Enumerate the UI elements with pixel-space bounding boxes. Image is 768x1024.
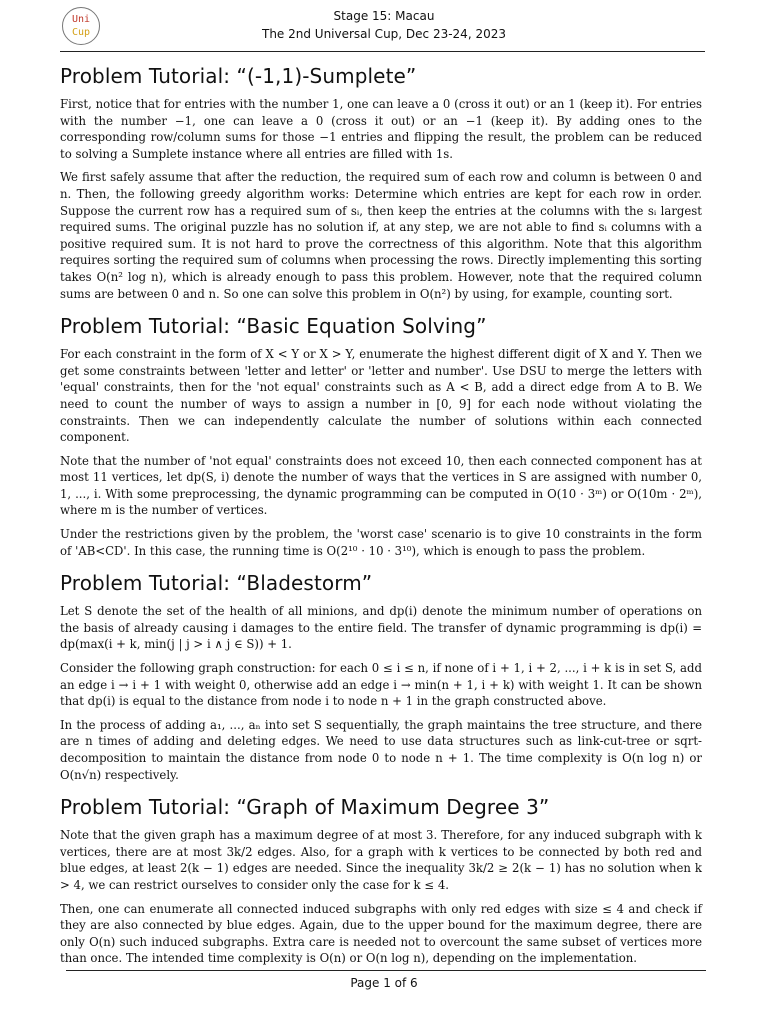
section-bladestorm xyxy=(60,569,702,783)
paragraph: First, notice that for entries with the number 1, one can leave a 0 (cross it out) or an 1 (keep it). For entries with the number −1, one can leave a 0 (cross it out) or an −1 (keep it). By adding ones to the corresponding row/column sums for those −1 entries and flipping the result, the problem can be reduced to solving a Sumplete instance where all entries are filled with 1s. xyxy=(60,97,702,161)
paragraph: For each constraint in the form of X < Y or X > Y, enumerate the highest different digit of X and Y. Then we get some constraints between 'letter and letter' or 'letter and number'. Use DSU to merge the letters with 'equal' constraints, then for the 'not equal' constraints such as A < B, add a direct edge from A to B. We need to count the number of ways to assign a number in [0, 9] for each node without violating the constraints. Then we can independently calculate the number of solutions within each connected component. xyxy=(60,347,702,445)
header-event: The 2nd Universal Cup, Dec 23-24, 2023 xyxy=(261,27,506,41)
header-rule xyxy=(60,51,705,52)
page-content xyxy=(60,62,702,977)
footer-rule xyxy=(66,970,706,971)
paragraph: Note that the number of 'not equal' constraints does not exceed 10, then each connected component has at most 11 vertices, let dp(S, i) denote the number of ways that the vertices in S are assigned with number 0, 1, ..., i. With some preprocessing, the dynamic programming can be computed in O(10 · 3ᵐ) or O(10m · 2ᵐ), where m is the number of vertices. xyxy=(60,453,702,518)
paragraph: In the process of adding a₁, ..., aₙ into set S sequentially, the graph maintains the tree structure, and there are n times of adding and deleting edges. We need to use data structures such as link-cut-tree or sqrt-decomposition to maintain the distance from node 0 to node n + 1. The time complexity is O(n log n) or O(n√n) respectively. xyxy=(60,717,702,782)
section-basic-equation-solving xyxy=(60,312,702,559)
section-title: Problem Tutorial: “Bladestorm” xyxy=(60,571,373,596)
section-title: Problem Tutorial: “Graph of Maximum Degree 3” xyxy=(60,795,550,820)
paragraph: We first safely assume that after the reduction, the required sum of each row and column is between 0 and n. Then, the following greedy algorithm works: Determine which entries are kept for each row in order. Suppose the current row has a required sum of sᵢ, then keep the entries at the columns with the sᵢ largest required sums. The original puzzle has no solution if, at any step, we are not able to find sᵢ columns with a positive required sum. It is not hard to prove the correctness of this algorithm. Note that this algorithm requires sorting the required sum of columns when processing the rows. Directly implementing this sorting takes O(n² log n), which is already enough to pass this problem. However, note that the required column sums are between 0 and n. So one can solve this problem in O(n²) by using, for example, counting sort. xyxy=(60,170,702,301)
paragraph: Let S denote the set of the health of all minions, and dp(i) denote the minimum number of operations on the basis of already causing i damages to the entire field. The transfer of dynamic programming is dp(i) = dp(max(i + k, min(j | j > i ∧ j ∈ S)) + 1. xyxy=(60,604,702,652)
section-title: Problem Tutorial: “Basic Equation Solving” xyxy=(60,314,487,339)
logo-text-uni: Uni xyxy=(71,14,91,25)
header-stage: Stage 15: Macau xyxy=(333,9,435,23)
logo-text-cup: Cup xyxy=(71,27,91,38)
section-graph-max-degree-3 xyxy=(60,793,702,967)
paragraph: Note that the given graph has a maximum degree of at most 3. Therefore, for any induced subgraph with k vertices, there are at most 3k/2 edges. Also, for a graph with k vertices to be connected by both red and blue edges, at least 2(k − 1) edges are needed. Since the inequality 3k/2 ≥ 2(k − 1) has no solution when k > 4, we can restrict ourselves to consider only the case for k ≤ 4. xyxy=(60,828,702,892)
paragraph: Under the restrictions given by the problem, the 'worst case' scenario is to give 10 constraints in the form of 'AB<CD'. In this case, the running time is O(2¹⁰ · 10 · 3¹⁰), which is enough to pass the problem. xyxy=(60,527,702,558)
page-number: Page 1 of 6 xyxy=(350,976,418,990)
section-sumplete xyxy=(60,62,702,302)
section-title: Problem Tutorial: “(-1,1)-Sumplete” xyxy=(60,64,417,88)
unicup-logo xyxy=(62,7,100,45)
paragraph: Then, one can enumerate all connected induced subgraphs with only red edges with size ≤ 4 and check if they are also connected by blue edges. Again, due to the upper bound for the maximum degree, there are only O(n) such induced subgraphs. Extra care is needed not to overcount the same subset of vertices more than once. The intended time complexity is O(n) or O(n log n), depending on the implementation. xyxy=(60,901,702,966)
paragraph: Consider the following graph construction: for each 0 ≤ i ≤ n, if none of i + 1, i + 2, ..., i + k is in set S, add an edge i → i + 1 with weight 0, otherwise add an edge i → min(n + 1, i + k) with weight 1. It can be shown that dp(i) is equal to the distance from node i to node n + 1 in the graph constructed above. xyxy=(60,661,702,709)
